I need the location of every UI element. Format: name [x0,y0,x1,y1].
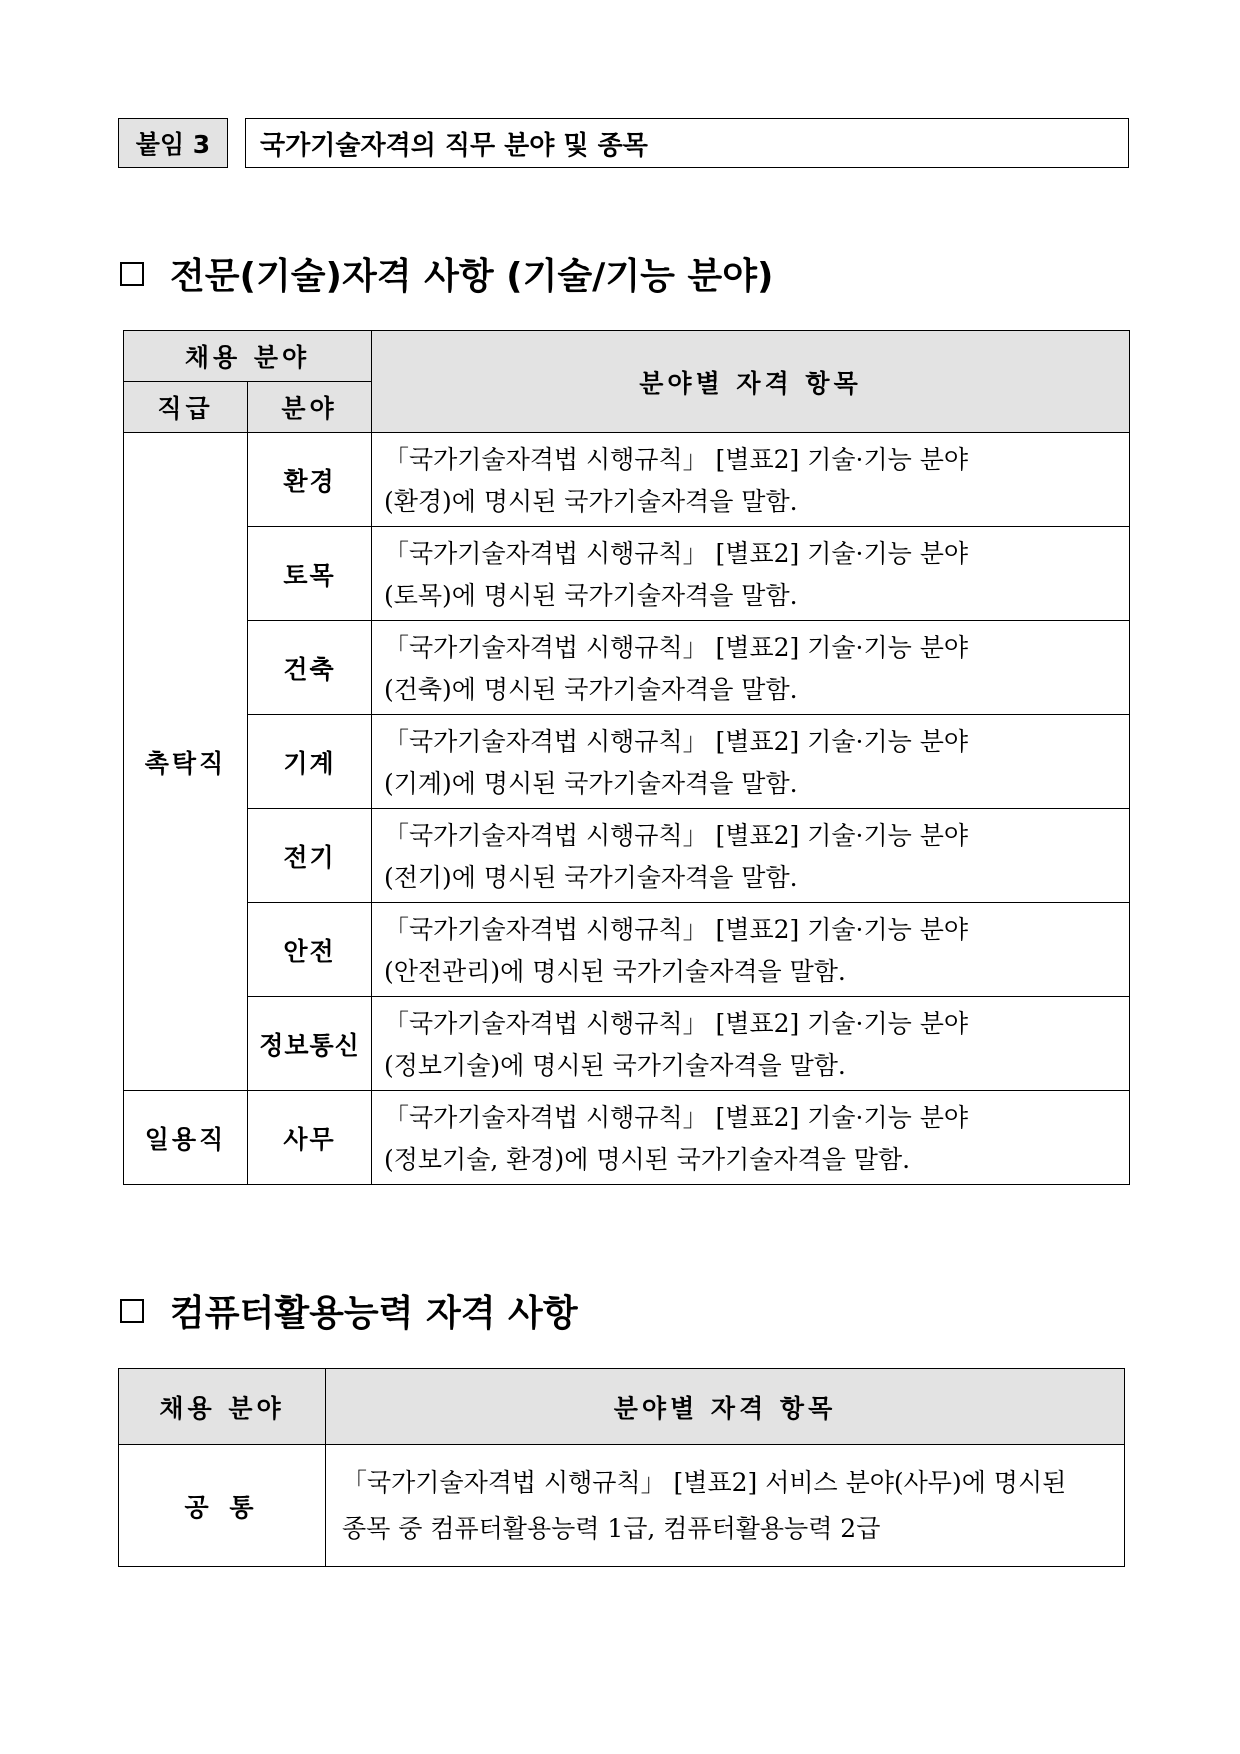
qualification-line: (정보기술)에 명시된 국가기술자격을 말함. [384,1051,846,1080]
qualification-line: (안전관리)에 명시된 국가기술자격을 말함. [384,957,846,986]
qualification-line: (건축)에 명시된 국가기술자격을 말함. [384,675,798,704]
field-cell: 기계 [248,715,372,809]
section1-title-text: 전문(기술)자격 사항 (기술/기능 분야) [170,256,774,297]
field-cell: 정보통신 [248,997,372,1091]
field-cell: 환경 [248,433,372,527]
table-header-row [124,331,1130,382]
attachment-title: 국가기술자격의 직무 분야 및 종목 [245,118,1129,168]
qualification-line: 「국가기술자격법 시행규칙」 [별표2] 기술·기능 분야 [384,821,968,850]
qualification-line: 「국가기술자격법 시행규칙」 [별표2] 기술·기능 분야 [384,915,968,944]
checkbox-square-icon [120,262,144,286]
qualification-line: (환경)에 명시된 국가기술자격을 말함. [384,487,798,516]
table-row [124,997,1130,1091]
qualification-line: (전기)에 명시된 국가기술자격을 말함. [384,863,798,892]
section2-title-text: 컴퓨터활용능력 자격 사항 [170,1293,578,1334]
qualification-cell [326,1445,1125,1567]
field-cell: 공 통 [119,1445,326,1567]
attachment-tag: 붙임 3 [118,118,228,168]
qualification-cell [372,1091,1130,1185]
grade-cell: 촉탁직 [124,433,248,1091]
grade-cell: 일용직 [124,1091,248,1185]
qualification-line: 「국가기술자격법 시행규칙」 [별표2] 기술·기능 분야 [384,1009,968,1038]
table-row [119,1445,1125,1567]
field-cell: 건축 [248,621,372,715]
technical-qualification-table [123,330,1130,1185]
table-row [124,1091,1130,1185]
table-row [124,809,1130,903]
field-cell: 전기 [248,809,372,903]
table-row [124,433,1130,527]
header-qualification-items: 분야별 자격 항목 [372,331,1130,433]
table-row [124,621,1130,715]
field-cell: 사무 [248,1091,372,1185]
header-recruit-field: 채용 분야 [119,1369,326,1445]
qualification-cell [372,433,1130,527]
qualification-line: 「국가기술자격법 시행규칙」 [별표2] 기술·기능 분야 [384,539,968,568]
header-grade: 직급 [124,382,248,433]
section2-title [120,1285,578,1336]
attachment-header [118,118,1129,170]
computer-skills-qualification-table [118,1368,1125,1567]
qualification-line: 「국가기술자격법 시행규칙」 [별표2] 기술·기능 분야 [384,727,968,756]
table-row [124,527,1130,621]
qualification-line: 「국가기술자격법 시행규칙」 [별표2] 기술·기능 분야 [384,445,968,474]
header-field: 분야 [248,382,372,433]
qualification-cell [372,527,1130,621]
qualification-cell [372,997,1130,1091]
qualification-line: 「국가기술자격법 시행규칙」 [별표2] 기술·기능 분야 [384,633,968,662]
field-cell: 토목 [248,527,372,621]
qualification-cell [372,903,1130,997]
qualification-cell [372,809,1130,903]
table-header-row [119,1369,1125,1445]
table-row [124,903,1130,997]
table-row [124,715,1130,809]
section1-title [120,248,773,299]
header-recruit-field: 채용 분야 [124,331,372,382]
field-cell: 안전 [248,903,372,997]
checkbox-square-icon [120,1299,144,1323]
qualification-line: (기계)에 명시된 국가기술자격을 말함. [384,769,798,798]
qualification-line: (정보기술, 환경)에 명시된 국가기술자격을 말함. [384,1145,911,1174]
qualification-line: 「국가기술자격법 시행규칙」 [별표2] 서비스 분야(사무)에 명시된 [342,1467,1067,1497]
qualification-cell [372,621,1130,715]
qualification-line: 종목 중 컴퓨터활용능력 1급, 컴퓨터활용능력 2급 [342,1513,881,1543]
header-qualification-items: 분야별 자격 항목 [326,1369,1125,1445]
qualification-line: 「국가기술자격법 시행규칙」 [별표2] 기술·기능 분야 [384,1103,968,1132]
qualification-cell [372,715,1130,809]
qualification-line: (토목)에 명시된 국가기술자격을 말함. [384,581,798,610]
